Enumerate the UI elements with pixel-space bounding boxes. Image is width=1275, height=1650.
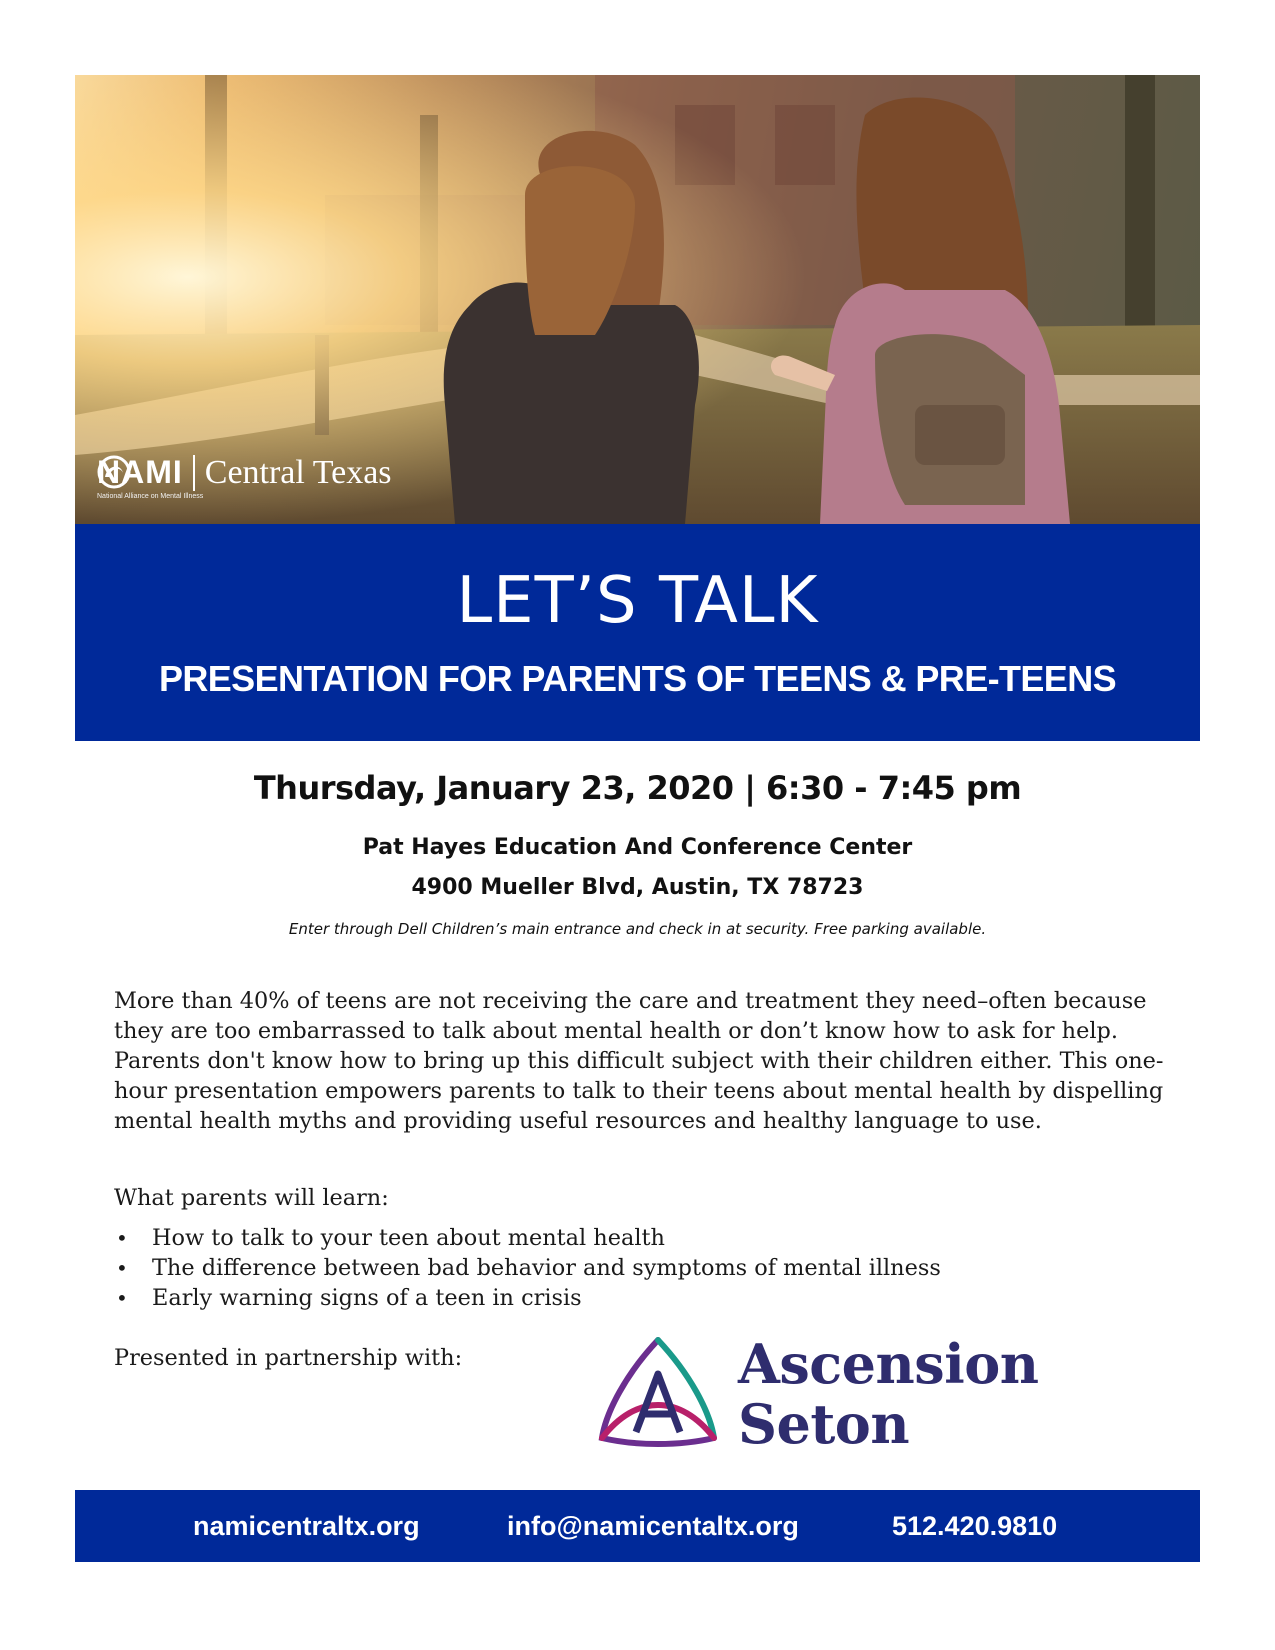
nami-tagline: National Alliance on Mental Illness [97, 493, 204, 500]
event-address: 4900 Mueller Blvd, Austin, TX 78723 [411, 875, 864, 900]
partner-label: Presented in partnership with: [114, 1345, 463, 1371]
email-link[interactable]: info@namicentaltx.org [507, 1511, 799, 1541]
nami-region: Central Texas [204, 454, 392, 491]
event-description: More than 40% of teens are not receiving the care and treatment they need–often because they are too embarrassed to talk about mental health or don’t know how to ask for help. Parents don't know how to bring up this difficult subject with their children either. This one-hour presentation empowers parents to talk to their teens about mental health by dispelling mental health myths and providing useful resources and healthy language to use. [114, 988, 1164, 1134]
ascension-trinity-icon [596, 1334, 720, 1454]
learn-list [114, 1223, 941, 1313]
logo-divider [193, 455, 195, 491]
event-venue: Pat Hayes Education And Conference Center [362, 835, 913, 860]
footer-band [75, 1490, 1200, 1562]
partner-name-line2: Seton [738, 1392, 910, 1456]
bullet-icon: • [116, 1256, 128, 1280]
nami-logo [97, 455, 392, 491]
list-item: • The difference between bad behavior and symptoms of mental illness [116, 1255, 941, 1281]
website-link[interactable]: namicentraltx.org [193, 1511, 420, 1541]
phone-number[interactable]: 512.420.9810 [892, 1511, 1058, 1541]
bullet-icon: • [116, 1286, 128, 1310]
hero-photo [75, 75, 1200, 524]
bullet-icon: • [116, 1226, 128, 1250]
event-directions: Enter through Dell Children’s main entrance and check in at security. Free parking available. [288, 920, 987, 938]
learn-heading: What parents will learn: [114, 1185, 389, 1211]
nami-swirl-icon [97, 455, 131, 489]
ascension-seton-logo [596, 1332, 1039, 1456]
event-date-time: Thursday, January 23, 2020 | 6:30 - 7:45 pm [253, 769, 1022, 807]
title-band [75, 524, 1200, 741]
list-item: • How to talk to your teen about mental health [116, 1225, 665, 1251]
page-title: LET’S TALK [456, 564, 819, 638]
partner-name-line1: Ascension [738, 1332, 1039, 1396]
nami-wordmark: NAMI [97, 454, 183, 490]
page-subtitle: PRESENTATION FOR PARENTS OF TEENS & PRE-TEENS [158, 658, 1117, 699]
list-item: • Early warning signs of a teen in crisis [116, 1285, 582, 1311]
